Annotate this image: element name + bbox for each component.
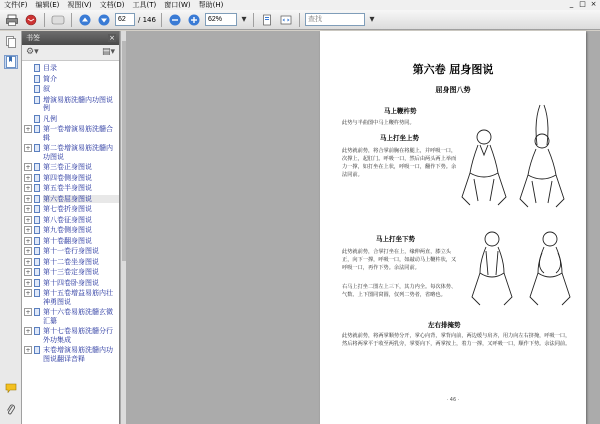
bookmark-item[interactable] [24, 205, 119, 214]
page-title: 第六卷 屈身图说 [412, 63, 494, 76]
section-text: 右马上打坐二图左上三下，其力内全。每次体势、气数、上下图同窝圆，仅列二势者，省略也。 [342, 284, 457, 298]
bookmark-label: 第八卷征身图说 [43, 215, 92, 224]
toolbar-separator [71, 13, 72, 27]
bookmark-label: 第一卷增演易筋洗髓合辑 [43, 125, 113, 142]
page-number: · 46 · [446, 397, 460, 403]
menu-tools[interactable]: 工具(T) [132, 1, 157, 9]
bookmark-item[interactable] [24, 327, 119, 344]
bookmark-label: 叙 [43, 85, 50, 93]
bookmark-label: 第十二卷坐身图说 [43, 257, 99, 266]
section-text: 此势就前势，将两掌顺势分开，掌心向背，掌背向前，两边缓与肩齐，用力向左右挤掩，呼吸一口，然后将两掌平于收至两乳旁，掌要向下，两掌按上，着力一撑，又呼吸一口，顺作下势。余法同前。 [342, 333, 571, 347]
menu-help[interactable]: 帮助(H) [198, 1, 224, 9]
comments-icon[interactable] [4, 381, 18, 395]
bookmark-label: 第十一卷行身图说 [43, 247, 99, 255]
close-button[interactable]: × [590, 0, 597, 8]
figure-ma-shang-da-zuo [458, 101, 570, 221]
expand-icon[interactable]: + [25, 258, 31, 266]
bookmark-item[interactable] [24, 268, 119, 277]
bookmark-item[interactable] [24, 144, 119, 161]
pages-icon[interactable] [4, 35, 18, 49]
bookmark-icon [34, 205, 40, 213]
bookmark-item[interactable] [24, 125, 119, 142]
bookmark-icon [34, 289, 40, 297]
expand-icon[interactable]: + [25, 185, 31, 192]
print-icon[interactable] [4, 12, 20, 28]
attachments-icon[interactable] [4, 403, 18, 417]
bookmark-item[interactable] [24, 258, 119, 267]
bookmark-icon [34, 174, 40, 182]
bookmarks-panel [22, 31, 120, 424]
fit-width-icon[interactable] [278, 12, 294, 28]
bookmark-icon [34, 75, 40, 83]
expand-icon[interactable]: + [25, 216, 31, 224]
menu-file[interactable]: 文件(F) [4, 1, 28, 9]
zoom-in-icon[interactable] [186, 12, 202, 28]
toolbar-separator [253, 13, 254, 27]
bookmark-tree [22, 61, 119, 363]
bookmark-label: 增演易筋洗髓内功图说例 [43, 95, 113, 112]
menu-view[interactable]: 视图(V) [67, 1, 92, 9]
toolbar-separator [161, 13, 162, 27]
prev-page-icon[interactable] [77, 12, 93, 28]
bookmark-icon [34, 308, 40, 316]
toolbar-separator [44, 13, 45, 27]
bookmark-label: 末卷增演易筋洗髓内功图说翻译音释 [43, 346, 113, 363]
document-page [320, 31, 586, 424]
expand-icon[interactable]: + [25, 195, 31, 203]
minimize-button[interactable]: _ [569, 0, 574, 8]
bookmark-label: 第十四卷卧身图说 [43, 278, 99, 287]
bookmarks-icon[interactable] [4, 55, 18, 69]
bookmark-item[interactable] [24, 163, 119, 172]
bookmark-icon [34, 258, 40, 266]
bookmark-label: 第五卷半身图说 [43, 184, 92, 192]
page-number-input[interactable] [115, 13, 135, 26]
expand-icon[interactable]: + [25, 164, 31, 171]
bookmark-icon [34, 195, 40, 203]
bookmark-icon [34, 327, 40, 335]
bookmark-item[interactable] [24, 289, 119, 306]
bookmark-icon [34, 346, 40, 354]
section-heading: 马上打坐上势 [380, 134, 419, 142]
bookmark-label: 第十五卷增益易筋内壮神勇图说 [43, 289, 113, 306]
bookmark-item[interactable] [24, 195, 119, 204]
bookmark-icon [34, 184, 40, 192]
fit-page-icon[interactable] [259, 12, 275, 28]
bookmark-item[interactable] [24, 85, 119, 94]
bookmark-icon [34, 216, 40, 224]
review-icon[interactable] [50, 12, 66, 28]
expand-icon[interactable]: + [25, 145, 31, 152]
section-heading: 马上打坐下势 [376, 235, 415, 243]
expand-icon[interactable]: + [25, 279, 31, 287]
restore-button[interactable]: □ [579, 0, 586, 8]
figure-ma-shang-da-zuo-xia [470, 227, 574, 317]
bookmark-icon [34, 279, 40, 287]
bookmark-icon [34, 96, 40, 104]
bookmark-icon [34, 226, 40, 234]
bookmark-item[interactable] [24, 64, 119, 73]
window-controls [567, 0, 598, 9]
bookmark-icon [34, 268, 40, 276]
bookmark-item[interactable] [24, 216, 119, 225]
bookmark-label: 第四卷侧身图说 [43, 173, 92, 182]
bookmark-label: 第十三卷定身图说 [43, 268, 99, 276]
email-icon[interactable] [23, 12, 39, 28]
expand-icon[interactable]: + [25, 237, 31, 245]
panel-header [22, 31, 119, 45]
bookmark-item[interactable] [24, 308, 119, 325]
bookmark-item[interactable] [24, 279, 119, 288]
bookmark-label: 第九卷侧身图说 [43, 226, 92, 234]
expand-icon[interactable]: + [25, 269, 31, 276]
bookmark-item[interactable] [24, 346, 119, 363]
bookmark-icon [34, 237, 40, 245]
bookmark-label: 简介 [43, 74, 57, 83]
menu-document[interactable]: 文档(D) [99, 1, 125, 9]
bookmark-label: 第十六卷易筋洗髓玄微汇纂 [43, 308, 113, 325]
bookmark-label: 目录 [43, 64, 57, 72]
bookmark-item[interactable] [24, 96, 119, 113]
bookmark-label: 凡例 [43, 114, 57, 123]
toolbar-separator [299, 13, 300, 27]
expand-icon[interactable]: + [25, 248, 31, 255]
section-text: 此势就前势，合掌打坐在上，缘伸两直，膝立头正，向下一撑，呼吸一口，如敲动马上鞭杵状，又呼吸一口，再作下势。余法同前。 [342, 249, 457, 271]
toolbar [0, 10, 600, 30]
next-page-icon[interactable] [96, 12, 112, 28]
options-icon[interactable]: ⚙▾ [26, 47, 39, 57]
bookmark-label: 第十卷翻身图说 [43, 236, 92, 245]
bookmark-icon [34, 115, 40, 123]
bookmark-icon [34, 144, 40, 152]
bookmark-label: 第七卷折身图说 [43, 205, 92, 213]
bookmark-item[interactable] [24, 115, 119, 124]
bookmark-item[interactable] [24, 75, 119, 84]
expand-icon[interactable]: + [25, 227, 31, 234]
expand-icon[interactable]: + [25, 206, 31, 213]
menu-edit[interactable]: 编辑(E) [35, 1, 60, 9]
bookmark-icon [34, 64, 40, 72]
bookmark-item[interactable] [24, 174, 119, 183]
expand-icon[interactable]: + [25, 290, 31, 297]
section-heading: 马上鞭杵势 [384, 107, 417, 115]
zoom-input[interactable] [205, 13, 237, 26]
menu-bar [0, 0, 600, 10]
expand-icon[interactable]: + [25, 174, 31, 182]
expand-icon[interactable]: + [25, 347, 31, 354]
bookmark-item[interactable] [24, 247, 119, 256]
bookmark-icon [34, 125, 40, 133]
bookmark-item[interactable] [24, 226, 119, 235]
navigation-strip [0, 31, 22, 424]
section-text: 此势与半曲图中马上鞭杵势同。 [342, 120, 415, 126]
section-heading: 左右排掩势 [428, 321, 461, 329]
bookmark-icon [34, 247, 40, 255]
expand-icon[interactable]: + [25, 309, 31, 316]
expand-icon[interactable]: + [25, 328, 31, 335]
bookmark-item[interactable] [24, 184, 119, 193]
bookmark-label: 第六卷屈身图说 [43, 195, 119, 204]
panel-toolbar [22, 45, 119, 61]
close-panel-button[interactable]: × [109, 34, 115, 42]
bookmark-icon [34, 85, 40, 93]
search-dropdown-icon[interactable]: ▾ [369, 14, 375, 25]
search-input[interactable] [305, 13, 365, 26]
zoom-out-icon[interactable] [167, 12, 183, 28]
page-subtitle: 屈身图八势 [435, 86, 471, 94]
expand-icon[interactable]: + [25, 126, 31, 133]
section-text: 此势就前势，将合掌前胸在将腿上，并呼吸一口，次撑上，起肛门。呼吸一口，然后由两头两上举而力一撑，如打坐在上状，呼吸一口，翻作下势。余法同前。 [342, 148, 457, 178]
bookmark-icon [34, 163, 40, 171]
menu-window[interactable]: 窗口(W) [164, 1, 191, 9]
page-total-label: / 146 [138, 15, 156, 24]
bookmark-label: 第二卷增演易筋洗髓内功图说 [43, 144, 113, 161]
panel-title: 书签 [26, 34, 40, 42]
zoom-dropdown-icon[interactable]: ▾ [241, 14, 247, 25]
bookmark-label: 第三卷正身图说 [43, 163, 92, 171]
document-viewer[interactable] [126, 31, 600, 424]
bookmark-label: 第十七卷易筋洗髓分行外功集成 [43, 327, 113, 344]
new-bookmark-icon[interactable]: ▤▾ [101, 47, 115, 57]
bookmark-item[interactable] [24, 237, 119, 246]
